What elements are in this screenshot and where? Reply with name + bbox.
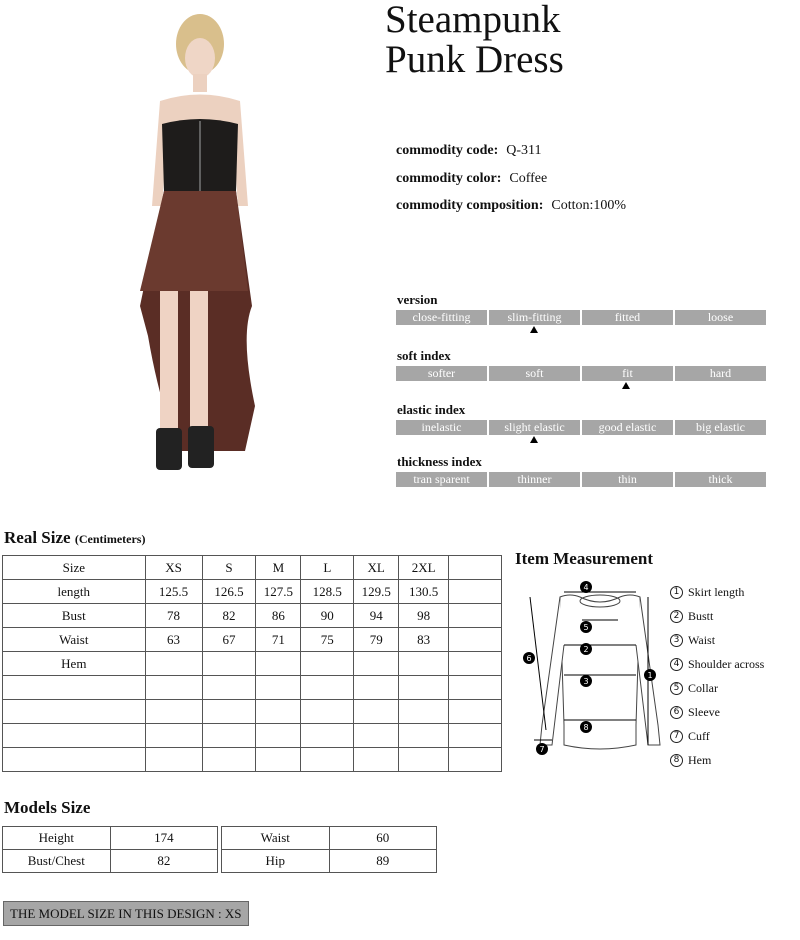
table-cell [256, 676, 301, 700]
svg-text:6: 6 [526, 654, 532, 663]
soft-index-marker [622, 382, 630, 389]
table-cell [399, 724, 449, 748]
table-cell: XS [145, 556, 202, 580]
table-cell [449, 604, 502, 628]
thickness-index-option: thick [675, 472, 766, 487]
table-cell: 67 [202, 628, 256, 652]
table-cell: Waist [3, 628, 146, 652]
legend-label: Sleeve [688, 705, 720, 719]
model-photo [120, 6, 270, 486]
legend-label: Shoulder across [688, 657, 765, 671]
models-size-right-table [221, 826, 437, 873]
table-row [3, 748, 502, 772]
table-cell: 82 [110, 850, 217, 873]
table-cell [202, 676, 256, 700]
table-cell: 63 [145, 628, 202, 652]
table-row [222, 850, 437, 873]
table-cell [354, 724, 399, 748]
legend-number: 3 [670, 634, 683, 647]
table-cell: 98 [399, 604, 449, 628]
thickness-index-option: thin [582, 472, 673, 487]
table-cell: 89 [329, 850, 436, 873]
table-cell [202, 724, 256, 748]
soft-index-option: fit [582, 366, 673, 381]
table-cell [399, 748, 449, 772]
table-cell [399, 676, 449, 700]
table-cell [449, 580, 502, 604]
svg-text:3: 3 [583, 677, 589, 686]
thickness-index-title: thickness index [397, 454, 482, 469]
legend-item [670, 753, 764, 768]
table-cell: 86 [256, 604, 301, 628]
table-cell: length [3, 580, 146, 604]
elastic-index-option: inelastic [396, 420, 487, 435]
model-size-note: THE MODEL SIZE IN THIS DESIGN : XS [3, 901, 249, 926]
legend-item [670, 729, 764, 744]
version-option: close-fitting [396, 310, 487, 325]
table-cell [145, 676, 202, 700]
table-row [3, 827, 218, 850]
elastic-index-scale [396, 420, 766, 435]
title-line-2: Punk Dress [385, 38, 564, 81]
legend-item [670, 681, 764, 696]
table-cell: 71 [256, 628, 301, 652]
elastic-index-title: elastic index [397, 402, 466, 417]
commodity-composition-label: commodity composition: [396, 198, 544, 213]
table-cell [354, 652, 399, 676]
table-cell: 83 [399, 628, 449, 652]
thickness-index-option: tran sparent [396, 472, 487, 487]
legend-item [670, 585, 764, 600]
table-cell: 126.5 [202, 580, 256, 604]
real-size-unit: (Centimeters) [74, 532, 146, 546]
real-size-title: Real Size [4, 528, 71, 547]
table-cell: Size [3, 556, 146, 580]
table-row [3, 652, 502, 676]
table-cell: Hem [3, 652, 146, 676]
soft-index-option: softer [396, 366, 487, 381]
elastic-index-marker [530, 436, 538, 443]
table-row [3, 724, 502, 748]
table-row [3, 850, 218, 873]
table-cell: S [202, 556, 256, 580]
svg-text:8: 8 [583, 723, 589, 732]
real-size-table [2, 555, 502, 772]
table-row [3, 628, 502, 652]
elastic-index-option: slight elastic [489, 420, 580, 435]
legend-item [670, 633, 764, 648]
table-cell: Height [3, 827, 111, 850]
version-option: fitted [582, 310, 673, 325]
commodity-composition-row [396, 198, 626, 214]
table-cell: 79 [354, 628, 399, 652]
svg-text:1: 1 [647, 671, 653, 680]
version-option: slim-fitting [489, 310, 580, 325]
table-cell [449, 628, 502, 652]
soft-index-option: soft [489, 366, 580, 381]
table-row [222, 827, 437, 850]
legend-item [670, 705, 764, 720]
legend-number: 7 [670, 730, 683, 743]
table-cell [449, 724, 502, 748]
commodity-color-value: Coffee [509, 171, 548, 186]
table-cell: 129.5 [354, 580, 399, 604]
table-cell [449, 556, 502, 580]
legend-item [670, 657, 764, 672]
commodity-code-label: commodity code: [396, 143, 499, 158]
table-cell [3, 676, 146, 700]
elastic-index-option: big elastic [675, 420, 766, 435]
table-cell [145, 652, 202, 676]
table-cell [256, 652, 301, 676]
legend-number: 1 [670, 586, 683, 599]
soft-index-scale [396, 366, 766, 381]
table-cell [449, 748, 502, 772]
table-cell [301, 676, 354, 700]
table-cell [399, 700, 449, 724]
svg-text:4: 4 [583, 583, 589, 592]
table-cell: 60 [329, 827, 436, 850]
models-size-left-table [2, 826, 218, 873]
legend-number: 4 [670, 658, 683, 671]
table-cell: 174 [110, 827, 217, 850]
table-row [3, 700, 502, 724]
legend-label: Hem [688, 753, 712, 767]
table-cell: 128.5 [301, 580, 354, 604]
garment-diagram [520, 575, 665, 775]
table-cell [202, 700, 256, 724]
table-row [3, 676, 502, 700]
table-cell [202, 748, 256, 772]
title-line-1: Steampunk [385, 0, 561, 41]
legend-item [670, 609, 764, 624]
soft-index-option: hard [675, 366, 766, 381]
table-cell [256, 724, 301, 748]
table-row [3, 580, 502, 604]
version-option: loose [675, 310, 766, 325]
table-cell [449, 652, 502, 676]
table-cell [354, 748, 399, 772]
measurement-legend [670, 585, 764, 768]
table-cell [301, 700, 354, 724]
product-title [385, 0, 564, 80]
table-row [3, 604, 502, 628]
table-cell [301, 748, 354, 772]
legend-label: Skirt length [688, 585, 745, 599]
table-cell: Bust [3, 604, 146, 628]
legend-label: Bustt [688, 609, 714, 623]
table-cell: 2XL [399, 556, 449, 580]
table-cell [256, 748, 301, 772]
table-cell: Bust/Chest [3, 850, 111, 873]
thickness-index-scale [396, 472, 766, 487]
table-cell [301, 652, 354, 676]
table-cell: 82 [202, 604, 256, 628]
table-cell: Hip [222, 850, 330, 873]
table-cell: 127.5 [256, 580, 301, 604]
legend-number: 2 [670, 610, 683, 623]
commodity-color-label: commodity color: [396, 171, 502, 186]
table-cell: 125.5 [145, 580, 202, 604]
table-cell [449, 676, 502, 700]
table-cell [3, 748, 146, 772]
table-cell [145, 700, 202, 724]
legend-label: Waist [688, 633, 716, 647]
table-cell: 94 [354, 604, 399, 628]
real-size-heading [4, 528, 145, 548]
table-cell: 78 [145, 604, 202, 628]
table-cell [399, 652, 449, 676]
commodity-code-row [396, 143, 542, 159]
item-measurement-title: Item Measurement [515, 549, 654, 568]
legend-label: Collar [688, 681, 718, 695]
legend-label: Cuff [688, 729, 710, 743]
commodity-composition-value: Cotton:100% [551, 198, 627, 213]
models-size-title: Models Size [4, 798, 91, 817]
table-cell: 90 [301, 604, 354, 628]
table-cell: 75 [301, 628, 354, 652]
table-cell: L [301, 556, 354, 580]
table-cell: XL [354, 556, 399, 580]
legend-number: 5 [670, 682, 683, 695]
table-cell: Waist [222, 827, 330, 850]
legend-number: 6 [670, 706, 683, 719]
table-cell [256, 700, 301, 724]
svg-text:2: 2 [583, 645, 589, 654]
version-marker [530, 326, 538, 333]
table-header-row [3, 556, 502, 580]
version-scale [396, 310, 766, 325]
table-cell [449, 700, 502, 724]
table-cell [354, 700, 399, 724]
table-cell [202, 652, 256, 676]
table-cell [3, 700, 146, 724]
legend-number: 8 [670, 754, 683, 767]
table-cell: M [256, 556, 301, 580]
version-title: version [397, 292, 438, 307]
thickness-index-option: thinner [489, 472, 580, 487]
commodity-code-value: Q-311 [506, 143, 542, 158]
table-cell [145, 748, 202, 772]
table-cell: 130.5 [399, 580, 449, 604]
svg-text:5: 5 [583, 623, 589, 632]
table-cell [301, 724, 354, 748]
elastic-index-option: good elastic [582, 420, 673, 435]
table-cell [354, 676, 399, 700]
svg-text:7: 7 [539, 745, 545, 754]
commodity-color-row [396, 171, 547, 187]
soft-index-title: soft index [397, 348, 451, 363]
table-cell [3, 724, 146, 748]
table-cell [145, 724, 202, 748]
